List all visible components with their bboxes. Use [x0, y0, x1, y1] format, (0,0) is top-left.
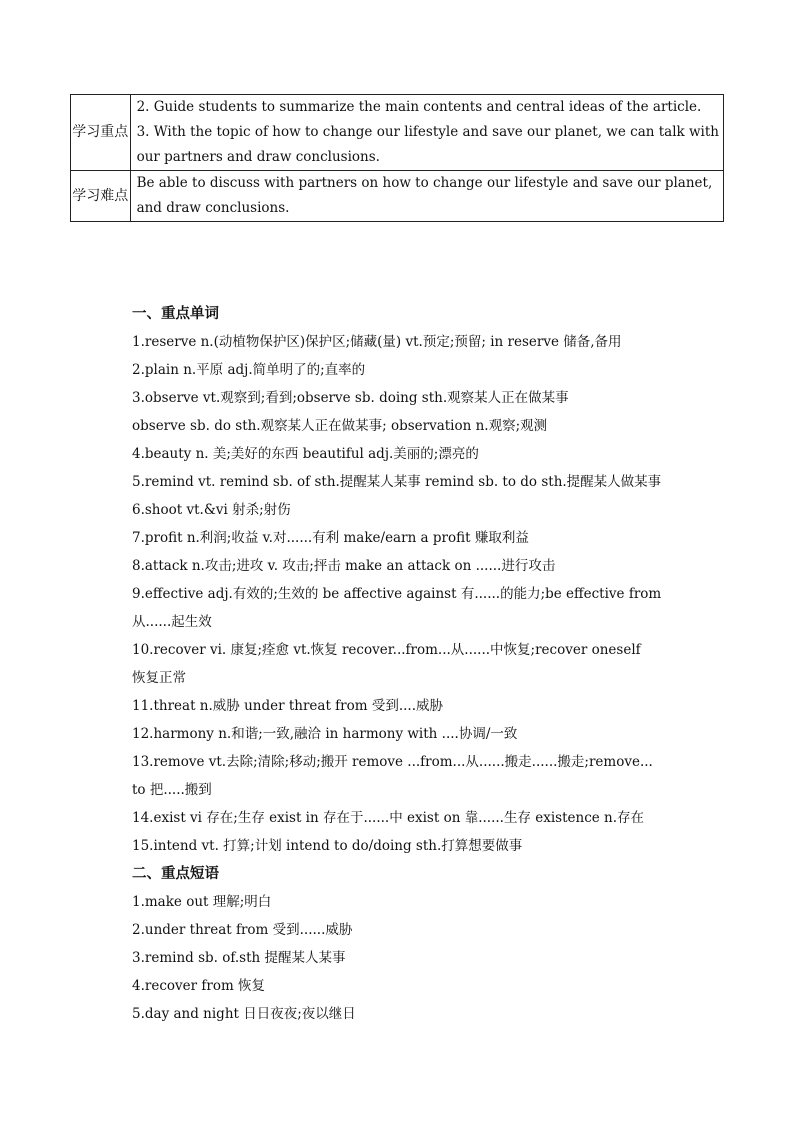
key-points-line: 3. With the topic of how to change our lifestyle and save our planet, we can talk with	[136, 124, 719, 140]
difficult-points-label: 学习难点	[71, 171, 131, 222]
difficult-points-line: and draw conclusions.	[136, 200, 290, 216]
vocabulary-line: 10.recover vi. 康复;痊愈 vt.恢复 recover...from...从......中恢复;recover oneself	[132, 642, 641, 658]
key-points-content	[130, 95, 723, 171]
vocabulary-line: 14.exist vi 存在;生存 exist in 存在于......中 exist on 靠......生存 existence n.存在	[132, 810, 645, 826]
vocabulary-line: 12.harmony n.和谐;一致,融洽 in harmony with ....协调/一致	[132, 726, 518, 742]
learning-objectives-table	[70, 94, 724, 222]
key-points-line: our partners and draw conclusions.	[136, 149, 380, 165]
vocabulary-line: 11.threat n.威胁 under threat from 受到....威胁	[132, 698, 444, 714]
vocabulary-line: 6.shoot vt.&vi 射杀;射伤	[132, 502, 291, 518]
key-points-label: 学习重点	[71, 95, 131, 171]
vocabulary-section	[132, 300, 692, 1028]
vocabulary-line: 7.profit n.利润;收益 v.对......有利 make/earn a profit 赚取利益	[132, 530, 529, 546]
vocabulary-line: 5.remind vt. remind sb. of sth.提醒某人某事 remind sb. to do sth.提醒某人做某事	[132, 474, 662, 490]
vocabulary-line: 1.reserve n.(动植物保护区)保护区;储藏(量) vt.预定;预留; in reserve 储备,备用	[132, 334, 622, 350]
phrase-line: 2.under threat from 受到......威胁	[132, 922, 353, 938]
vocabulary-line: 从......起生效	[132, 614, 212, 630]
phrase-line: 3.remind sb. of.sth 提醒某人某事	[132, 950, 346, 966]
vocabulary-line: observe sb. do sth.观察某人正在做某事; observation n.观察;观测	[132, 418, 548, 434]
vocabulary-heading: 一、重点单词	[132, 306, 219, 322]
vocabulary-line: 3.observe vt.观察到;看到;observe sb. doing sth.观察某人正在做某事	[132, 390, 569, 406]
difficult-points-row	[71, 171, 724, 222]
vocabulary-line: to 把.....搬到	[132, 782, 212, 798]
difficult-points-content	[130, 171, 723, 222]
phrases-heading: 二、重点短语	[132, 866, 219, 882]
vocabulary-line: 9.effective adj.有效的;生效的 be affective against 有......的能力;be effective from	[132, 586, 662, 602]
vocabulary-line: 恢复正常	[132, 670, 186, 686]
key-points-row	[71, 95, 724, 171]
vocabulary-line: 4.beauty n. 美;美好的东西 beautiful adj.美丽的;漂亮的	[132, 446, 479, 462]
key-points-line: 2. Guide students to summarize the main contents and central ideas of the article.	[136, 99, 702, 115]
vocabulary-line: 8.attack n.攻击;进攻 v. 攻击;抨击 make an attack on ......进行攻击	[132, 558, 556, 574]
vocabulary-line: 15.intend vt. 打算;计划 intend to do/doing sth.打算想要做事	[132, 838, 523, 854]
phrase-line: 5.day and night 日日夜夜;夜以继日	[132, 1006, 356, 1022]
vocabulary-line: 2.plain n.平原 adj.简单明了的;直率的	[132, 362, 366, 378]
difficult-points-line: Be able to discuss with partners on how to change our lifestyle and save our planet,	[136, 175, 713, 191]
phrase-line: 4.recover from 恢复	[132, 978, 266, 994]
phrase-line: 1.make out 理解;明白	[132, 894, 272, 910]
vocabulary-line: 13.remove vt.去除;清除;移动;搬开 remove ...from...从......搬走......搬走;remove...	[132, 754, 653, 770]
